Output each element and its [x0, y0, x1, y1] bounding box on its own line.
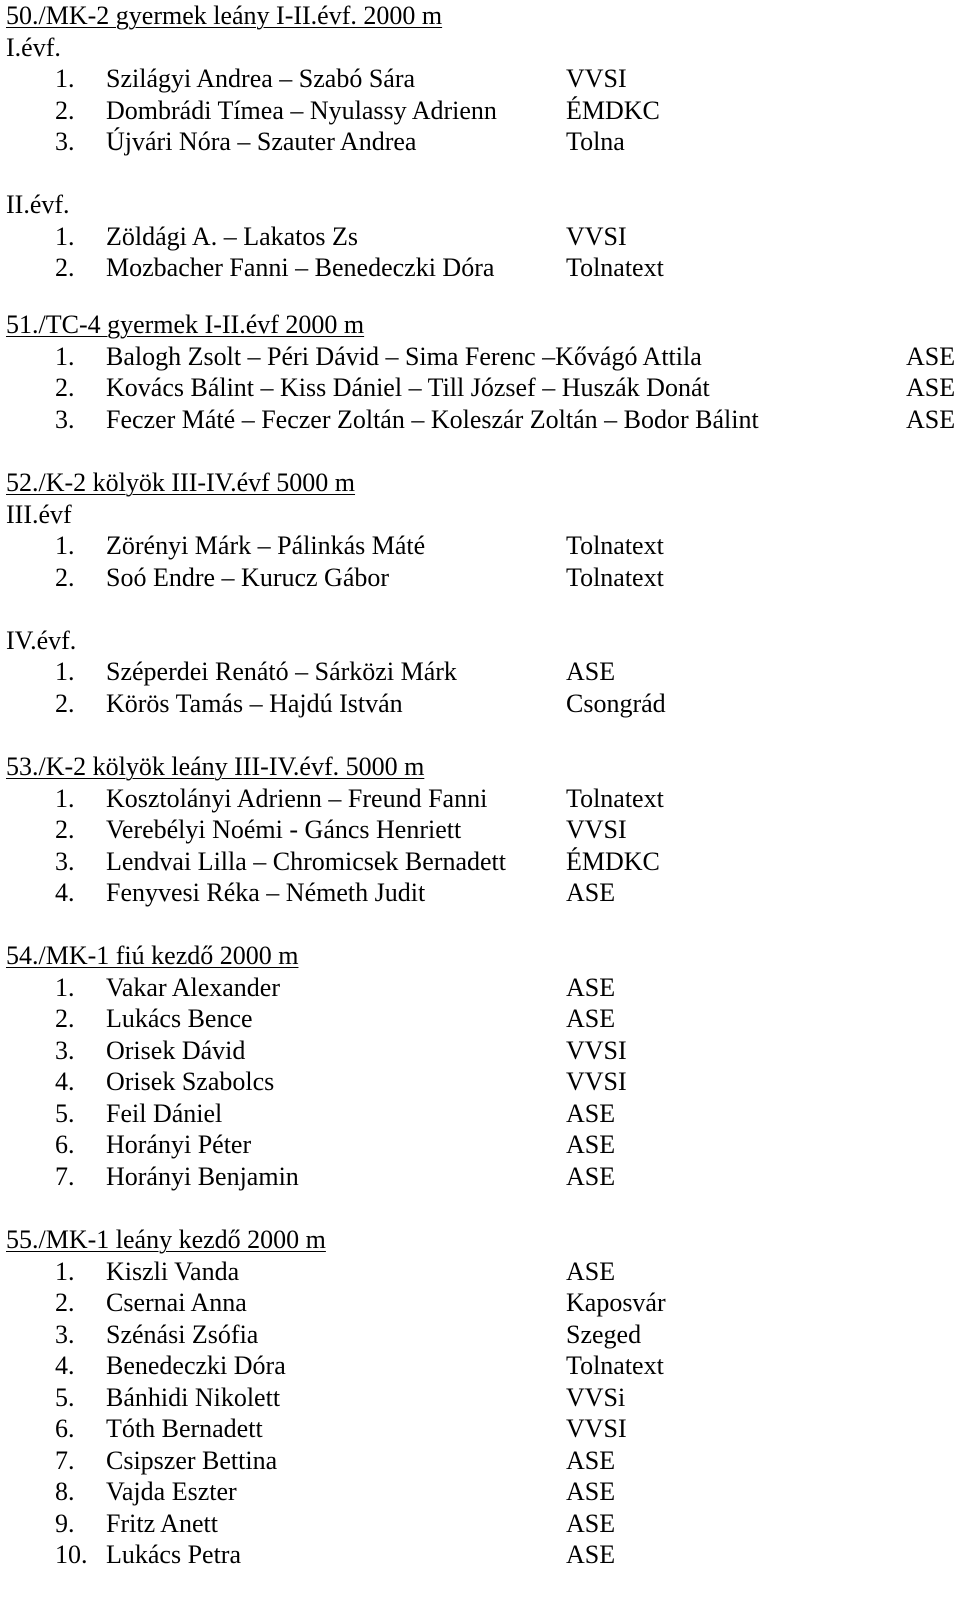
place-number: 7. [55, 1161, 75, 1191]
club-name: ASE [566, 1161, 616, 1191]
competitor-names: Fritz Anett [106, 1508, 218, 1538]
result-row [0, 126, 960, 158]
club-name: Tolnatext [566, 253, 664, 282]
place-number: 1. [55, 783, 75, 813]
competitor-names: Kiszli Vanda [106, 1256, 240, 1286]
competitor-names: Újvári Nóra – Szauter Andrea [106, 127, 417, 156]
club-name: Tolnatext [566, 1351, 664, 1380]
competitor-names: Feczer Máté – Feczer Zoltán – Koleszár Zoltán – Bodor Bálint [106, 404, 759, 434]
result-row [0, 1129, 960, 1161]
club-name: Kaposvár [566, 1288, 666, 1317]
result-row [0, 404, 960, 436]
result-row [0, 1035, 960, 1067]
club-name: ASE [566, 1098, 616, 1128]
result-row [0, 1003, 960, 1035]
place-number: 3. [55, 1035, 75, 1065]
result-row [0, 814, 960, 846]
club-name: ASE [566, 1477, 616, 1506]
competitor-names: Horányi Benjamin [106, 1161, 299, 1191]
result-row [0, 63, 960, 95]
place-number: 7. [55, 1445, 75, 1475]
competitor-names: Fenyvesi Réka – Németh Judit [106, 878, 426, 907]
club-name: VVSI [566, 1067, 627, 1096]
place-number: 4. [55, 1351, 75, 1380]
place-number: 2. [55, 1288, 75, 1317]
result-row [0, 1319, 960, 1351]
section-title: 55./MK-1 leány kezdő 2000 m [6, 1225, 326, 1254]
section-header [0, 940, 960, 972]
result-row [0, 877, 960, 909]
competitor-names: Széperdei Renátó – Sárközi Márk [106, 657, 457, 686]
place-number: 2. [55, 95, 75, 125]
place-number: 2. [55, 1004, 75, 1033]
club-name: ASE [566, 1508, 616, 1538]
club-name: VVSi [566, 1382, 626, 1412]
club-name: ASE [566, 1256, 616, 1286]
section-title: 51./TC-4 gyermek I-II.évf 2000 m [6, 310, 365, 339]
place-number: 1. [55, 221, 75, 251]
club-name: Csongrád [566, 688, 666, 718]
club-name: Szeged [566, 1319, 642, 1349]
club-name: ÉMDKC [566, 95, 660, 125]
result-row [0, 1413, 960, 1445]
competitor-names: Mozbacher Fanni – Benedeczki Dóra [106, 253, 495, 282]
club-name: ASE [566, 1540, 616, 1569]
club-name: ÉMDKC [566, 846, 660, 876]
section-header [0, 751, 960, 783]
competitor-names: Kosztolányi Adrienn – Freund Fanni [106, 783, 488, 813]
place-number: 1. [55, 64, 75, 93]
club-name: ASE [906, 373, 956, 402]
club-name: VVSI [566, 1414, 627, 1443]
competitor-names: Feil Dániel [106, 1098, 223, 1128]
place-number: 2. [55, 688, 75, 718]
section-title: 52./K-2 kölyök III-IV.évf 5000 m [6, 468, 356, 497]
competitor-names: Szilágyi Andrea – Szabó Sára [106, 64, 416, 93]
club-name: VVSI [566, 1035, 627, 1065]
place-number: 8. [55, 1477, 75, 1506]
place-number: 2. [55, 373, 75, 402]
result-row [0, 1350, 960, 1382]
result-row [0, 1476, 960, 1508]
result-row [0, 95, 960, 127]
result-row [0, 341, 960, 373]
result-row [0, 221, 960, 253]
club-name: VVSI [566, 815, 627, 844]
club-name: Tolna [566, 127, 625, 156]
place-number: 2. [55, 253, 75, 282]
club-name: ASE [566, 657, 616, 686]
section-header [0, 0, 960, 32]
group-label: III.évf [6, 499, 72, 529]
section-header [0, 467, 960, 499]
competitor-names: Orisek Dávid [106, 1035, 246, 1065]
place-number: 2. [55, 562, 75, 592]
competitor-names: Verebélyi Noémi - Gáncs Henriett [106, 815, 462, 844]
competitor-names: Balogh Zsolt – Péri Dávid – Sima Ferenc –Kővágó Attila [106, 341, 702, 371]
club-name: ASE [566, 1004, 616, 1033]
place-number: 2. [55, 815, 75, 844]
result-row [0, 688, 960, 720]
competitor-names: Dombrádi Tímea – Nyulassy Adrienn [106, 95, 497, 125]
club-name: ASE [566, 1130, 616, 1159]
place-number: 10. [55, 1540, 88, 1569]
competitor-names: Csernai Anna [106, 1288, 247, 1317]
competitor-names: Körös Tamás – Hajdú István [106, 688, 403, 718]
competitor-names: Csipszer Bettina [106, 1445, 278, 1475]
group-header [0, 32, 960, 64]
competitor-names: Lukács Bence [106, 1004, 253, 1033]
result-row [0, 530, 960, 562]
section-header [0, 1224, 960, 1256]
competitor-names: Zöldági A. – Lakatos Zs [106, 221, 359, 251]
competitor-names: Vajda Eszter [106, 1477, 237, 1506]
place-number: 9. [55, 1508, 75, 1538]
result-row [0, 562, 960, 594]
result-row [0, 1508, 960, 1540]
competitor-names: Vakar Alexander [106, 972, 280, 1002]
group-label: I.évf. [6, 32, 61, 62]
place-number: 1. [55, 531, 75, 560]
place-number: 4. [55, 878, 75, 907]
competitor-names: Lendvai Lilla – Chromicsek Bernadett [106, 846, 506, 876]
result-row [0, 1539, 960, 1571]
group-label: II.évf. [6, 190, 70, 219]
section-title: 54./MK-1 fiú kezdő 2000 m [6, 941, 299, 970]
club-name: Tolnatext [566, 783, 664, 813]
competitor-names: Lukács Petra [106, 1540, 242, 1569]
place-number: 1. [55, 1256, 75, 1286]
place-number: 6. [55, 1130, 75, 1159]
competitor-names: Szénási Zsófia [106, 1319, 259, 1349]
result-row [0, 1066, 960, 1098]
section-title: 53./K-2 kölyök leány III-IV.évf. 5000 m [6, 752, 425, 781]
competitor-names: Tóth Bernadett [106, 1414, 263, 1443]
result-row [0, 846, 960, 878]
place-number: 5. [55, 1382, 75, 1412]
result-row [0, 1445, 960, 1477]
result-row [0, 252, 960, 284]
group-header [0, 499, 960, 531]
place-number: 3. [55, 404, 75, 434]
club-name: Tolnatext [566, 531, 664, 560]
club-name: ASE [906, 341, 956, 371]
club-name: ASE [566, 1445, 616, 1475]
result-row [0, 372, 960, 404]
result-row [0, 1256, 960, 1288]
club-name: ASE [906, 404, 956, 434]
section-title: 50./MK-2 gyermek leány I-II.évf. 2000 m [6, 1, 443, 30]
competitor-names: Horányi Péter [106, 1130, 252, 1159]
place-number: 3. [55, 1319, 75, 1349]
place-number: 3. [55, 127, 75, 156]
place-number: 5. [55, 1098, 75, 1128]
competitor-names: Bánhidi Nikolett [106, 1382, 281, 1412]
group-header [0, 189, 960, 221]
result-row [0, 1161, 960, 1193]
club-name: ASE [566, 878, 616, 907]
group-label: IV.évf. [6, 625, 77, 655]
club-name: VVSI [566, 221, 627, 251]
place-number: 6. [55, 1414, 75, 1443]
competitor-names: Zörényi Márk – Pálinkás Máté [106, 531, 426, 560]
result-row [0, 656, 960, 688]
section-header [0, 309, 960, 341]
competitor-names: Benedeczki Dóra [106, 1351, 286, 1380]
result-row [0, 1098, 960, 1130]
place-number: 4. [55, 1067, 75, 1096]
place-number: 1. [55, 341, 75, 371]
result-row [0, 1287, 960, 1319]
place-number: 3. [55, 846, 75, 876]
competitor-names: Orisek Szabolcs [106, 1067, 275, 1096]
club-name: Tolnatext [566, 562, 664, 592]
competitor-names: Soó Endre – Kurucz Gábor [106, 562, 390, 592]
club-name: ASE [566, 972, 616, 1002]
place-number: 1. [55, 972, 75, 1002]
result-row [0, 783, 960, 815]
result-row [0, 1382, 960, 1414]
result-row [0, 972, 960, 1004]
competitor-names: Kovács Bálint – Kiss Dániel – Till József – Huszák Donát [106, 373, 710, 402]
place-number: 1. [55, 657, 75, 686]
club-name: VVSI [566, 64, 627, 93]
group-header [0, 625, 960, 657]
